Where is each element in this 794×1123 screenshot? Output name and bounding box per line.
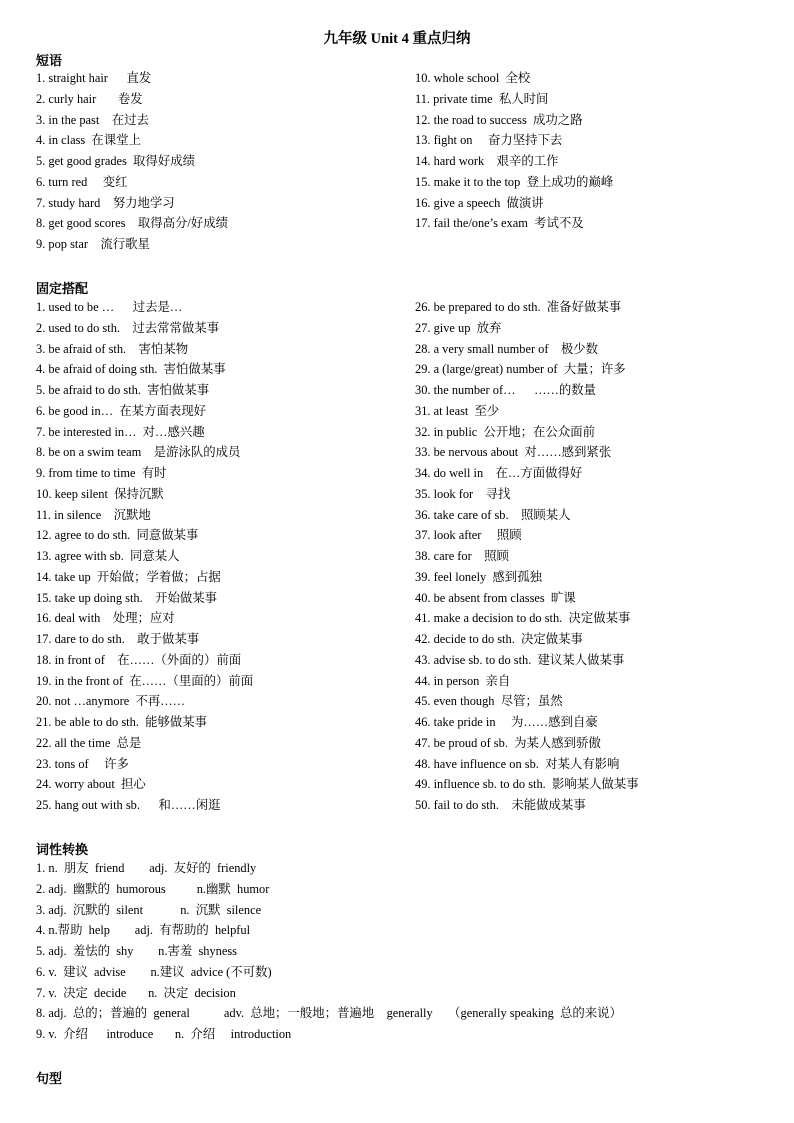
list-item: 12. agree to do sth. 同意做某事 bbox=[36, 528, 199, 543]
list-item: 10. whole school 全校 bbox=[415, 71, 531, 85]
list-item: 2. used to do sth. 过去常常做某事 bbox=[36, 320, 220, 335]
list-item: 17. fail the/one’s exam 考试不及 bbox=[415, 216, 584, 231]
list-item: 34. do well in 在…方面做得好 bbox=[415, 466, 583, 480]
list-item: 47. be proud of sb. 为某人感到骄傲 bbox=[415, 735, 601, 750]
list-item: 8. be on a swim team 是游泳队的成员 bbox=[36, 445, 241, 460]
list-item: 38. care for 照顾 bbox=[415, 549, 509, 563]
list-item: 8. get good scores 取得高分/好成绩 bbox=[36, 216, 229, 231]
list-item: 14. hard work 艰辛的工作 bbox=[415, 154, 559, 168]
list-item: 7. be interested in… 对…感兴趣 bbox=[36, 424, 205, 439]
list-item: 5. get good grades 取得好成绩 bbox=[36, 154, 195, 168]
list-item: 15. take up doing sth. 开始做某事 bbox=[36, 590, 218, 605]
list-item: 4. n.帮助 help adj. 有帮助的 helpful bbox=[36, 923, 251, 938]
list-item: 13. fight on 奋力坚持下去 bbox=[415, 133, 563, 148]
list-item: 45. even though 尽管；虽然 bbox=[415, 694, 563, 709]
list-item: 6. v. 建议 advise n.建议 advice (不可数) bbox=[36, 964, 272, 979]
list-item: 24. worry about 担心 bbox=[36, 777, 146, 792]
list-item: 30. the number of… ……的数量 bbox=[415, 383, 597, 397]
list-item: 6. be good in… 在某方面表现好 bbox=[36, 403, 207, 418]
list-item: 19. in the front of 在……（里面的）前面 bbox=[36, 673, 254, 688]
list-item: 49. influence sb. to do sth. 影响某人做某事 bbox=[415, 777, 639, 792]
word-forms-list bbox=[36, 858, 776, 1045]
phrases-heading: 短语 bbox=[36, 53, 63, 68]
collocations-list bbox=[36, 297, 776, 816]
list-item: 16. deal with 处理；应对 bbox=[36, 611, 175, 626]
list-item: 25. hang out with sb. 和……闲逛 bbox=[36, 798, 221, 812]
list-item: 31. at least 至少 bbox=[415, 403, 500, 418]
list-item: 17. dare to do sth. 敢于做某事 bbox=[36, 632, 200, 646]
list-item: 2. adj. 幽默的 humorous n.幽默 humor bbox=[36, 881, 270, 896]
list-item: 29. a (large/great) number of 大量；许多 bbox=[415, 362, 626, 377]
list-item: 7. v. 决定 decide n. 决定 decision bbox=[36, 985, 236, 1000]
list-item: 46. take pride in 为……感到自豪 bbox=[415, 715, 598, 729]
list-item: 3. be afraid of sth. 害怕某物 bbox=[36, 341, 189, 356]
list-item: 12. the road to success 成功之路 bbox=[415, 112, 583, 127]
list-item: 11. private time 私人时间 bbox=[415, 91, 549, 106]
list-item: 5. be afraid to do sth. 害怕做某事 bbox=[36, 383, 210, 397]
list-item: 18. in front of 在……（外面的）前面 bbox=[36, 652, 242, 667]
collocations-heading: 固定搭配 bbox=[36, 281, 89, 296]
list-item: 20. not …anymore 不再…… bbox=[36, 694, 186, 709]
list-item: 11. in silence 沉默地 bbox=[36, 507, 151, 522]
list-item: 16. give a speech 做演讲 bbox=[415, 195, 544, 210]
list-item: 4. be afraid of doing sth. 害怕做某事 bbox=[36, 362, 226, 377]
list-item: 4. in class 在课堂上 bbox=[36, 133, 141, 148]
list-item: 9. from time to time 有时 bbox=[36, 466, 167, 480]
word-forms-heading: 词性转换 bbox=[36, 842, 89, 857]
list-item: 40. be absent from classes 旷课 bbox=[415, 590, 576, 605]
list-item: 21. be able to do sth. 能够做某事 bbox=[36, 715, 208, 729]
page-title: 九年级 Unit 4 重点归纳 bbox=[323, 31, 471, 47]
list-item: 13. agree with sb. 同意某人 bbox=[36, 549, 180, 563]
list-item: 50. fail to do sth. 未能做成某事 bbox=[415, 798, 586, 812]
list-item: 48. have influence on sb. 对某人有影响 bbox=[415, 756, 620, 771]
list-item: 7. study hard 努力地学习 bbox=[36, 195, 175, 210]
list-item: 8. adj. 总的；普遍的 general adv. 总地；一般地；普遍地 generally （generally speaking 总的来说） bbox=[36, 1006, 622, 1021]
list-item: 35. look for 寻找 bbox=[415, 486, 511, 501]
list-item: 2. curly hair 卷发 bbox=[36, 91, 143, 106]
list-item: 9. pop star 流行歌星 bbox=[36, 237, 150, 251]
list-item: 44. in person 亲自 bbox=[415, 673, 511, 688]
list-item: 43. advise sb. to do sth. 建议某人做某事 bbox=[415, 652, 625, 667]
list-item: 15. make it to the top 登上成功的巅峰 bbox=[415, 174, 614, 189]
list-item: 36. take care of sb. 照顾某人 bbox=[415, 507, 571, 522]
list-item: 9. v. 介绍 introduce n. 介绍 introduction bbox=[36, 1027, 292, 1041]
phrases-list bbox=[36, 68, 776, 255]
list-item: 42. decide to do sth. 决定做某事 bbox=[415, 632, 583, 646]
list-item: 22. all the time 总是 bbox=[36, 735, 142, 750]
list-item: 27. give up 放弃 bbox=[415, 320, 502, 335]
list-item: 26. be prepared to do sth. 准备好做某事 bbox=[415, 300, 622, 314]
list-item: 6. turn red 变红 bbox=[36, 174, 128, 189]
list-item: 3. in the past 在过去 bbox=[36, 112, 149, 127]
list-item: 10. keep silent 保持沉默 bbox=[36, 486, 164, 501]
sentences-heading: 句型 bbox=[36, 1071, 63, 1086]
list-item: 32. in public 公开地；在公众面前 bbox=[415, 424, 596, 439]
list-item: 3. adj. 沉默的 silent n. 沉默 silence bbox=[36, 902, 262, 917]
list-item: 5. adj. 羞怯的 shy n.害羞 shyness bbox=[36, 944, 238, 958]
list-item: 23. tons of 许多 bbox=[36, 756, 129, 771]
list-item: 39. feel lonely 感到孤独 bbox=[415, 569, 542, 584]
list-item: 33. be nervous about 对……感到紧张 bbox=[415, 445, 612, 460]
list-item: 28. a very small number of 极少数 bbox=[415, 341, 599, 356]
list-item: 1. straight hair 直发 bbox=[36, 71, 152, 85]
list-item: 37. look after 照顾 bbox=[415, 528, 522, 543]
list-item: 14. take up 开始做；学着做；占据 bbox=[36, 569, 221, 584]
list-item: 1. used to be … 过去是… bbox=[36, 300, 183, 314]
list-item: 1. n. 朋友 friend adj. 友好的 friendly bbox=[36, 861, 257, 875]
list-item: 41. make a decision to do sth. 决定做某事 bbox=[415, 611, 631, 626]
